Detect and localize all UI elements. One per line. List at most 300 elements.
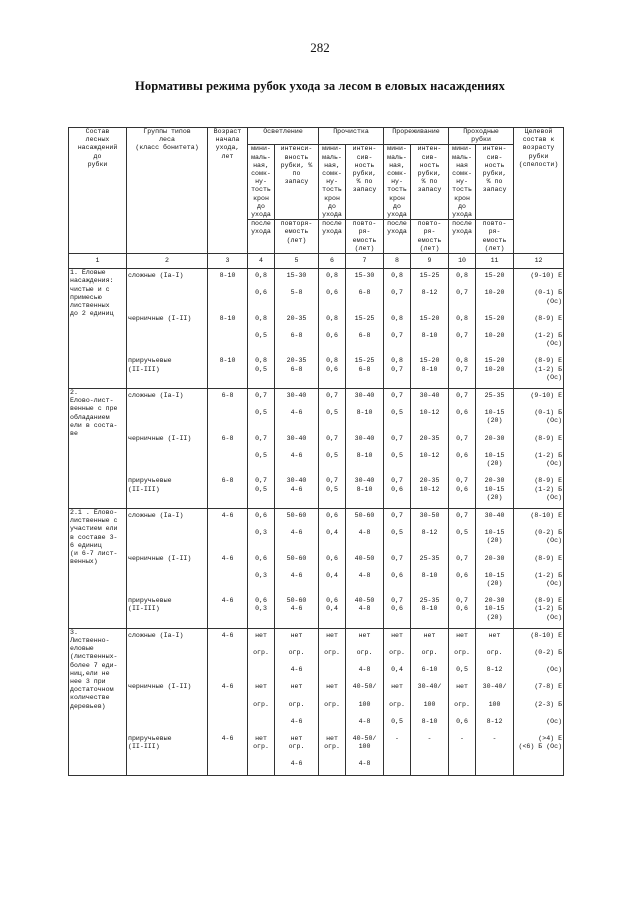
value-cell: 0,8 xyxy=(384,312,411,329)
header-intensity: интен- сив- ность рубки, % по запасу xyxy=(476,145,514,220)
value-cell: 0,5 xyxy=(248,449,275,474)
value-cell xyxy=(208,449,248,474)
value-cell: нет xyxy=(319,680,346,697)
value-cell: огр. xyxy=(346,646,384,663)
value-cell: 4-6 xyxy=(208,508,248,526)
column-number: 8 xyxy=(384,254,411,269)
header-repeat: повто- ря- емость (лет) xyxy=(346,220,384,254)
value-cell: 4-6 xyxy=(208,594,248,628)
header-after-care: после ухода xyxy=(319,220,346,254)
value-cell: 0,7 0,6 xyxy=(384,594,411,628)
table-row xyxy=(69,329,564,354)
value-cell: огр. xyxy=(319,646,346,663)
value-cell: 0,8 xyxy=(319,312,346,329)
value-cell: 4-6 xyxy=(208,732,248,757)
value-cell: 0,5 xyxy=(384,449,411,474)
value-cell: (2-3) Б xyxy=(514,698,564,715)
value-cell xyxy=(384,757,411,775)
header-repeat: повто- ря- емость (лет) xyxy=(476,220,514,254)
forest-type-cell: черничные (I-II) xyxy=(127,680,208,697)
value-cell: нет xyxy=(449,628,476,646)
value-cell xyxy=(411,757,449,775)
header-intensity: интен- сив- ность рубки, % по запасу xyxy=(411,145,449,220)
value-cell: 6-8 xyxy=(208,432,248,449)
value-cell: 4-8 xyxy=(346,663,384,680)
value-cell: 0,6 xyxy=(449,449,476,474)
value-cell: нет xyxy=(275,628,319,646)
value-cell: 15-20 8-10 xyxy=(411,354,449,388)
value-cell: 4-8 xyxy=(346,757,384,775)
value-cell: 0,4 xyxy=(384,663,411,680)
value-cell: 50-60 xyxy=(275,508,319,526)
value-cell: - xyxy=(411,732,449,757)
forest-type-cell xyxy=(127,715,208,732)
value-cell: 4-6 xyxy=(275,715,319,732)
forest-type-cell: черничные (I-II) xyxy=(127,552,208,569)
value-cell: 20-35 xyxy=(275,312,319,329)
forest-type-cell: сложные (Iа-I) xyxy=(127,269,208,287)
value-cell: 30-40/ xyxy=(411,680,449,697)
table-row xyxy=(69,474,564,508)
value-cell: 8-10 xyxy=(208,354,248,388)
table-row xyxy=(69,569,564,594)
value-cell: 10-20 xyxy=(476,286,514,311)
group-2 xyxy=(69,389,564,509)
value-cell: 0,6 0,4 xyxy=(319,594,346,628)
column-number: 4 xyxy=(248,254,275,269)
table-row xyxy=(69,406,564,431)
value-cell: - xyxy=(476,732,514,757)
value-cell: 0,7 xyxy=(319,389,346,407)
table-row xyxy=(69,594,564,628)
value-cell: 30-40 xyxy=(476,508,514,526)
value-cell: 0,8 0,6 xyxy=(319,354,346,388)
header-after-care: после ухода xyxy=(449,220,476,254)
forest-type-cell: сложные (Iа-I) xyxy=(127,628,208,646)
value-cell: 0,6 xyxy=(449,569,476,594)
header-after-care: после ухода xyxy=(248,220,275,254)
forest-type-cell xyxy=(127,663,208,680)
value-cell: 0,7 xyxy=(319,432,346,449)
value-cell: огр. xyxy=(449,698,476,715)
column-number: 7 xyxy=(346,254,384,269)
value-cell: 15-20 10-20 xyxy=(476,354,514,388)
value-cell: 4-6 xyxy=(275,526,319,551)
header-composition: Состав лесных насаждений до рубки xyxy=(69,128,127,254)
value-cell: (0-1) Б (Ос) xyxy=(514,406,564,431)
value-cell: 15-30 xyxy=(275,269,319,287)
column-number: 5 xyxy=(275,254,319,269)
column-number: 12 xyxy=(514,254,564,269)
group-3 xyxy=(69,508,564,628)
value-cell xyxy=(208,757,248,775)
value-cell: 6-8 xyxy=(346,286,384,311)
value-cell: (9-10) Е xyxy=(514,389,564,407)
value-cell: 6-8 xyxy=(208,474,248,508)
value-cell: 0,7 0,6 xyxy=(449,474,476,508)
forest-type-cell xyxy=(127,286,208,311)
value-cell xyxy=(319,757,346,775)
column-number: 9 xyxy=(411,254,449,269)
value-cell xyxy=(248,715,275,732)
value-cell: 100 xyxy=(346,698,384,715)
group-4 xyxy=(69,628,564,775)
forest-type-cell: черничные (I-II) xyxy=(127,432,208,449)
forest-type-cell: приручьевые (II-III) xyxy=(127,354,208,388)
value-cell: 20-30 xyxy=(476,432,514,449)
group-name: 3. Лиственно- еловые (лиственных- более 7 еди- ниц,ели не нее 3 при достаточном количестве деревьев) xyxy=(69,628,127,775)
value-cell: 40-50/ xyxy=(346,680,384,697)
value-cell: 50-60 4-6 xyxy=(275,594,319,628)
forest-type-cell: сложные (Iа-I) xyxy=(127,389,208,407)
header-prokhodnye: Проходные рубки xyxy=(449,128,514,145)
value-cell: (0-1) Б (Ос) xyxy=(514,286,564,311)
value-cell: 0,6 xyxy=(248,508,275,526)
forest-type-cell xyxy=(127,406,208,431)
value-cell: 0,5 xyxy=(248,329,275,354)
value-cell: 50-60 xyxy=(275,552,319,569)
table-row xyxy=(69,286,564,311)
value-cell: 0,8 xyxy=(449,269,476,287)
header-prochistka: Прочистка xyxy=(319,128,384,145)
value-cell: 4-8 xyxy=(346,569,384,594)
header-intensity: интен- сив- ность рубки, % по запасу xyxy=(346,145,384,220)
value-cell: 6-10 xyxy=(411,663,449,680)
norms-table xyxy=(68,127,564,776)
forest-type-cell: черничные (I-II) xyxy=(127,312,208,329)
value-cell: 40-50 xyxy=(346,552,384,569)
value-cell: 8-10 xyxy=(346,449,384,474)
value-cell: 20-30 xyxy=(476,552,514,569)
value-cell: 8-12 xyxy=(411,286,449,311)
value-cell: (8-9) Е (1-2) Б (Ос) xyxy=(514,354,564,388)
value-cell: 0,6 xyxy=(449,406,476,431)
table-row xyxy=(69,312,564,329)
value-cell xyxy=(319,715,346,732)
value-cell xyxy=(208,526,248,551)
header-target-composition: Целевой состав к возрасту рубки (спелости) xyxy=(514,128,564,254)
value-cell: 15-25 xyxy=(411,269,449,287)
value-cell xyxy=(208,406,248,431)
value-cell: - xyxy=(449,732,476,757)
table-row xyxy=(69,663,564,680)
page-number: 282 xyxy=(310,40,330,55)
value-cell: нет огр. xyxy=(275,732,319,757)
value-cell: 0,3 xyxy=(248,526,275,551)
value-cell: 10-15 (20) xyxy=(476,526,514,551)
value-cell: 25-35 8-10 xyxy=(411,594,449,628)
value-cell: (1-2) Б (Ос) xyxy=(514,449,564,474)
value-cell: 30-40 4-6 xyxy=(275,474,319,508)
value-cell: 0,6 xyxy=(248,286,275,311)
table-row xyxy=(69,508,564,526)
value-cell: нет xyxy=(275,680,319,697)
forest-type-cell xyxy=(127,757,208,775)
value-cell: 4-6 xyxy=(275,569,319,594)
value-cell: 4-8 xyxy=(346,715,384,732)
value-cell: 30-40/ xyxy=(476,680,514,697)
value-cell: 0,5 xyxy=(449,663,476,680)
value-cell: 0,7 xyxy=(248,432,275,449)
value-cell: 100 xyxy=(476,698,514,715)
group-name: 2. Елово-лист- венные с пре обладанием ели в соста- ве xyxy=(69,389,127,509)
value-cell xyxy=(248,663,275,680)
table-row xyxy=(69,715,564,732)
value-cell: 4-6 xyxy=(208,680,248,697)
value-cell: (Ос) xyxy=(514,715,564,732)
value-cell: огр. xyxy=(319,698,346,715)
table-row xyxy=(69,432,564,449)
value-cell: 0,5 xyxy=(319,449,346,474)
page-title: Нормативы режима рубок ухода за лесом в еловых насаждениях xyxy=(135,79,505,93)
value-cell xyxy=(319,663,346,680)
column-number: 2 xyxy=(127,254,208,269)
value-cell: 0,7 0,6 xyxy=(384,474,411,508)
value-cell: нет xyxy=(248,628,275,646)
value-cell: 30-40 xyxy=(346,389,384,407)
value-cell: 15-20 xyxy=(411,312,449,329)
column-number: 6 xyxy=(319,254,346,269)
value-cell: (8-9) Е (1-2) Б (Ос) xyxy=(514,474,564,508)
value-cell: 20-30 10-15 (20) xyxy=(476,594,514,628)
value-cell: 15-20 xyxy=(476,269,514,287)
value-cell: 0,8 xyxy=(449,312,476,329)
value-cell: 0,7 xyxy=(384,389,411,407)
header-osvetlenie: Осветление xyxy=(248,128,319,145)
value-cell: 25-35 xyxy=(411,552,449,569)
value-cell: (0-2) Б xyxy=(514,646,564,663)
value-cell: 0,4 xyxy=(319,526,346,551)
header-min-density: мини- маль- ная, сомк- ну- тость крон до ухода xyxy=(384,145,411,220)
header-prorezhivanie: Прореживание xyxy=(384,128,449,145)
header-forest-type-groups: Группы типов леса (класс бонитета) xyxy=(127,128,208,254)
value-cell: - xyxy=(384,732,411,757)
value-cell: 0,8 xyxy=(248,312,275,329)
value-cell: 4-6 xyxy=(208,628,248,646)
value-cell: 0,5 xyxy=(449,526,476,551)
value-cell: 0,3 xyxy=(248,569,275,594)
value-cell xyxy=(514,757,564,775)
value-cell: 10-12 xyxy=(411,449,449,474)
group-name: 1. Еловые насаждения: чистые и с примесью лиственных до 2 единиц xyxy=(69,269,127,389)
value-cell: 8-12 xyxy=(476,715,514,732)
value-cell: 30-40 xyxy=(411,389,449,407)
value-cell xyxy=(208,698,248,715)
value-cell: нет xyxy=(248,680,275,697)
value-cell: 30-40 xyxy=(275,389,319,407)
column-number: 1 xyxy=(69,254,127,269)
value-cell: огр. xyxy=(449,646,476,663)
table-row xyxy=(69,269,564,287)
value-cell: 5-8 xyxy=(275,286,319,311)
forest-type-cell: приручьевые (II-III) xyxy=(127,594,208,628)
value-cell: 0,6 xyxy=(319,286,346,311)
value-cell xyxy=(449,757,476,775)
value-cell: 8-10 xyxy=(346,406,384,431)
group-name: 2.1 . Елово- лиственные с участием ели в составе 3- 6 единиц (и 6-7 лист- венных) xyxy=(69,508,127,628)
value-cell: 0,7 xyxy=(384,552,411,569)
value-cell: (8-9) Е xyxy=(514,432,564,449)
header-min-density: мини- маль- ная, сомк- ну- тость крон до ухода xyxy=(319,145,346,220)
table-row xyxy=(69,698,564,715)
value-cell: 0,7 xyxy=(449,329,476,354)
value-cell: нет xyxy=(319,628,346,646)
value-cell: 4-8 xyxy=(346,526,384,551)
column-number: 3 xyxy=(208,254,248,269)
forest-type-cell xyxy=(127,646,208,663)
value-cell: нет xyxy=(449,680,476,697)
value-cell: огр. xyxy=(384,646,411,663)
value-cell: (8-9) Е (1-2) Б (Ос) xyxy=(514,594,564,628)
value-cell: 30-50 xyxy=(411,508,449,526)
value-cell: огр. xyxy=(248,646,275,663)
value-cell: 10-12 xyxy=(411,406,449,431)
value-cell: 30-40 xyxy=(275,432,319,449)
value-cell: (9-10) Е xyxy=(514,269,564,287)
value-cell: 0,7 xyxy=(384,508,411,526)
value-cell: огр. xyxy=(476,646,514,663)
value-cell: огр. xyxy=(384,698,411,715)
value-cell: 0,7 xyxy=(384,329,411,354)
value-cell: 0,8 0,7 xyxy=(384,354,411,388)
value-cell xyxy=(208,663,248,680)
forest-type-cell xyxy=(127,526,208,551)
value-cell: 0,6 xyxy=(449,715,476,732)
value-cell: нет xyxy=(476,628,514,646)
value-cell: 0,5 xyxy=(384,526,411,551)
forest-type-cell: приручьевые (II-III) xyxy=(127,474,208,508)
value-cell: 8-10 xyxy=(411,329,449,354)
value-cell: 20-35 6-8 xyxy=(275,354,319,388)
value-cell: 0,7 0,6 xyxy=(449,594,476,628)
value-cell: огр. xyxy=(275,646,319,663)
value-cell: 0,4 xyxy=(319,569,346,594)
value-cell: (0-2) Б (Ос) xyxy=(514,526,564,551)
value-cell: 0,7 xyxy=(449,432,476,449)
value-cell: 30-40 8-10 xyxy=(346,474,384,508)
value-cell: 0,7 xyxy=(449,286,476,311)
value-cell: 20-35 xyxy=(411,432,449,449)
header-repeat: повторя- емость (лет) xyxy=(275,220,319,254)
value-cell: 0,7 xyxy=(449,389,476,407)
value-cell: 8-10 xyxy=(208,312,248,329)
value-cell: огр. xyxy=(248,698,275,715)
value-cell: 0,7 xyxy=(449,508,476,526)
value-cell: 0,8 0,5 xyxy=(248,354,275,388)
header-intensity: интенси- вность рубки, % по запасу xyxy=(275,145,319,220)
value-cell: 10-15 (20) xyxy=(476,406,514,431)
value-cell: 8-10 xyxy=(411,569,449,594)
value-cell: 10-15 (20) xyxy=(476,569,514,594)
header-min-density: мини- маль- ная сомк- ну- тость крон до ухода xyxy=(449,145,476,220)
forest-type-cell xyxy=(127,449,208,474)
value-cell: 0,5 xyxy=(384,406,411,431)
value-cell: 0,6 xyxy=(319,508,346,526)
value-cell: 20-30 10-15 (20) xyxy=(476,474,514,508)
table-row xyxy=(69,449,564,474)
value-cell: 10-15 (20) xyxy=(476,449,514,474)
value-cell: 0,6 xyxy=(319,329,346,354)
value-cell: 15-25 6-8 xyxy=(346,354,384,388)
value-cell: нет xyxy=(346,628,384,646)
table-row xyxy=(69,646,564,663)
value-cell: 25-35 xyxy=(476,389,514,407)
value-cell: 0,6 0,3 xyxy=(248,594,275,628)
forest-type-cell xyxy=(127,569,208,594)
value-cell: 0,8 xyxy=(384,269,411,287)
value-cell: 30-40 xyxy=(346,432,384,449)
value-cell: 40-50/ 100 xyxy=(346,732,384,757)
value-cell: 8-10 xyxy=(411,715,449,732)
forest-type-cell: сложные (Iа-I) xyxy=(127,508,208,526)
column-numbers-row xyxy=(69,254,564,269)
forest-type-cell xyxy=(127,329,208,354)
table-row xyxy=(69,526,564,551)
value-cell xyxy=(208,329,248,354)
value-cell: 15-20 xyxy=(476,312,514,329)
value-cell xyxy=(208,646,248,663)
value-cell: 0,7 0,5 xyxy=(248,474,275,508)
forest-type-cell xyxy=(127,698,208,715)
table-row xyxy=(69,389,564,407)
value-cell: нет огр. xyxy=(248,732,275,757)
value-cell: 20-35 10-12 xyxy=(411,474,449,508)
value-cell: 0,6 xyxy=(384,569,411,594)
value-cell: огр. xyxy=(275,698,319,715)
value-cell: 6-8 xyxy=(208,389,248,407)
table-row xyxy=(69,732,564,757)
value-cell: (8-9) Е xyxy=(514,552,564,569)
value-cell: (7-8) Е xyxy=(514,680,564,697)
table-row xyxy=(69,680,564,697)
value-cell: 0,6 xyxy=(319,552,346,569)
value-cell: (8-9) Е xyxy=(514,312,564,329)
column-number: 10 xyxy=(449,254,476,269)
value-cell: 4-6 xyxy=(275,757,319,775)
value-cell: 100 xyxy=(411,698,449,715)
value-cell: 0,7 0,5 xyxy=(319,474,346,508)
forest-type-cell: приручьевые (II-III) xyxy=(127,732,208,757)
header-min-density: мини- маль- ная, сомк- ну- тость крон до ухода xyxy=(248,145,275,220)
value-cell: (>4) Е (<6) Б (Ос) xyxy=(514,732,564,757)
value-cell: 0,7 xyxy=(384,286,411,311)
value-cell xyxy=(208,715,248,732)
value-cell: 50-60 xyxy=(346,508,384,526)
value-cell: 0,7 xyxy=(248,389,275,407)
value-cell: (Ос) xyxy=(514,663,564,680)
value-cell: 15-30 xyxy=(346,269,384,287)
column-number: 11 xyxy=(476,254,514,269)
value-cell: (1-2) Б (Ос) xyxy=(514,569,564,594)
value-cell: (8-10) Е xyxy=(514,628,564,646)
value-cell: 40-50 4-8 xyxy=(346,594,384,628)
group-1 xyxy=(69,269,564,389)
value-cell: 0,6 xyxy=(248,552,275,569)
value-cell: 0,8 xyxy=(248,269,275,287)
value-cell: 6-8 xyxy=(275,329,319,354)
value-cell: 8-12 xyxy=(476,663,514,680)
value-cell: 10-20 xyxy=(476,329,514,354)
value-cell: (8-10) Е xyxy=(514,508,564,526)
value-cell: 8-12 xyxy=(411,526,449,551)
value-cell: 0,7 xyxy=(384,432,411,449)
value-cell xyxy=(248,757,275,775)
value-cell: 0,5 xyxy=(319,406,346,431)
value-cell: 0,5 xyxy=(248,406,275,431)
header-after-care: после ухода xyxy=(384,220,411,254)
value-cell: 6-8 xyxy=(346,329,384,354)
value-cell: 4-6 xyxy=(208,552,248,569)
